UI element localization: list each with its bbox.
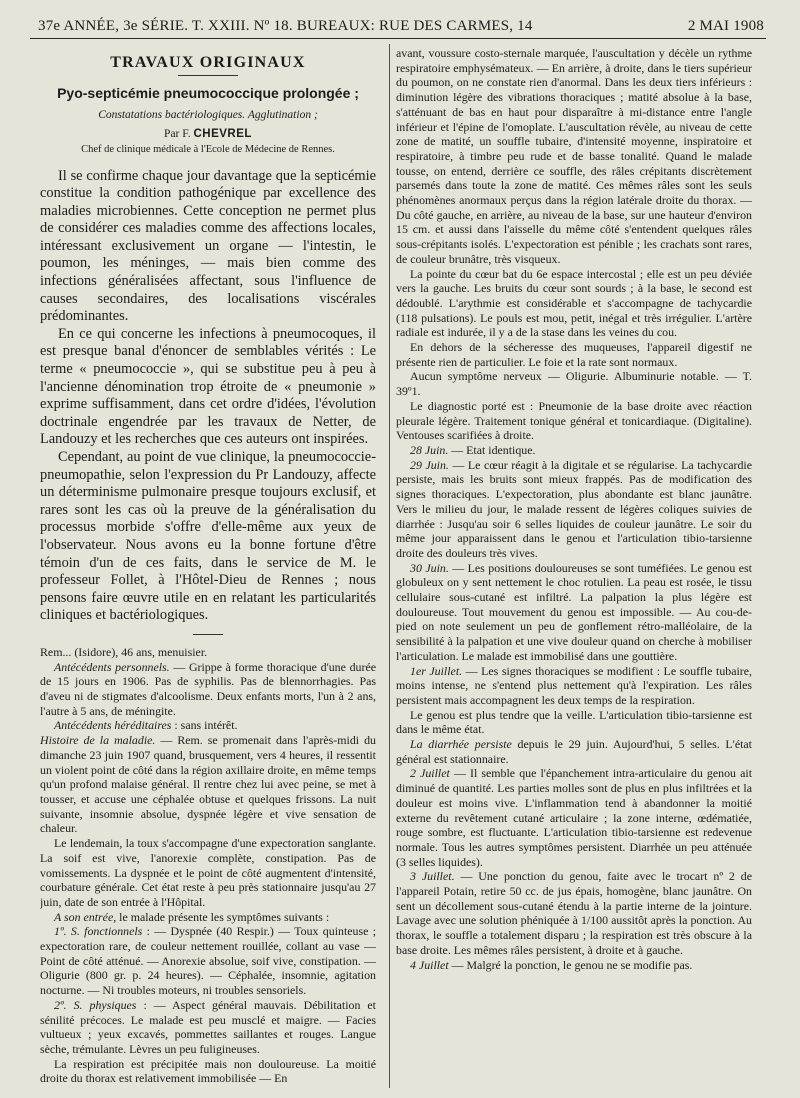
obs-paragraph: La pointe du cœur bat du 6e espace intercostal ; elle est un peu déviée vers la gauche. Les bruits du cœur sont sourds ; à la base, le second est dédoublé. L'arythmie est considérable et s'accompagne de tachycardie (118 pulsations). Le pouls est mou, petit, inégal et très irrégulier. L'artère radiale est indurée, il y a de la stase dans les veines du cou. [396,266,752,340]
obs-paragraph: 28 Juin. — Etat identique. [410,442,536,457]
author-affiliation: Chef de clinique médicale à l'Ecole de Médecine de Rennes. [81,143,335,155]
obs-paragraph: Antécédents héréditaires : sans intérêt. [54,718,238,733]
obs-paragraph: 1º. S. fonctionnels : — Dyspnée (40 Respir.) — Toux quinteuse ; expectoration rare, de couleur nettement rouillée, collant au vase — Point de côté atténué. — Anorexie absolue, soif vive, constipation. — Oligurie (800 gr. p. 24 heures). — Céphalée, insomnie, agitation nocturne. — Ni troubles moteurs, ni troubles sensoriels. [40,924,376,998]
running-header [30,8,766,39]
left-column [40,44,376,1090]
obs-paragraph: La respiration est précipitée mais non douloureuse. La moitié droite du thorax est relativement immobilisée — En [40,1056,376,1086]
obs-paragraph: 3 Juillet. — Une ponction du genou, faite avec le trocart nº 2 de l'appareil Potain, retire 50 cc. de jus épais, homogène, blanc jaunâtre. On sent un décollement sous-cutané étendu à la partie interne de la jointure. Lavage avec une solution phéniquée à 1/100 aussitôt après la ponction. Au thorax, le souffle a totalement disparu ; la respiration est très obscure à la base droite. Les mêmes râles persistent, à droite et à gauche. [396,869,752,957]
article-title: Pyo-septicémie pneumococcique prolongée ; [57,84,359,101]
obs-paragraph: Le lendemain, la toux s'accompagne d'une expectoration sanglante. La soif est vive, l'anorexie complète, constipation. Pas de vomissements. La dyspnée et le point de côté augmentent d'intensité, courbature générale. Cet état reste à peu près stationnaire jusqu'au 27 juin, date de son entrée à l'Hôpital. [40,836,376,909]
separator-rule [193,634,223,635]
article-subtitle: Constatations bactériologiques. Agglutination ; [98,109,318,122]
author-prefix: Par F. [164,128,194,141]
obs-paragraph: Rem... (Isidore), 46 ans, menuisier. [40,644,208,659]
obs-paragraph: En dehors de la sécheresse des muqueuses, l'appareil digestif ne présente rien de particulier. Le foie et la rate sont normaux. [396,340,752,369]
obs-paragraph: 2º. S. physiques : — Aspect général mauvais. Débilitation et sénilité précoces. Le malade est peu musclé et maigre. — Facies vultueux ; yeux excavés, pommettes saillantes et rouges. Langue sèche, trémulante. Lèvres un peu fuligineuses. [40,997,376,1056]
obs-paragraph: Le diagnostic porté est : Pneumonie de la base droite avec réaction pleurale légère. Traitement tonique général et tonicardiaque. (Digitaline). Ventouses scarifiées à droite. [396,398,752,443]
intro-paragraph: En ce qui concerne les infections à pneumocoques, il est presque banal d'énoncer de semblables vérités : Le terme « pneumococcie », qui se substitue peu à peu à l'ancienne dénomination trop étroite de « pneumonie » exprime suffisamment, dans cet ordre d'idées, l'évolution doctrinale engendrée par les travaux de Netter, de Landouzy et les recherches que ces auteurs ont inspirées. [40,325,376,448]
right-column [396,46,752,1092]
obs-paragraph: Antécédents personnels. — Grippe à forme thoracique d'une durée de 15 jours en 1906. Pas de syphilis. Pas de blennorrhagies. Pas d'aveu ni de stigmates d'alcoolisme. Deux enfants morts, l'un à 2 ans, l'autre à 5 ans, de méningite. [40,659,376,718]
obs-paragraph: 30 Juin. — Les positions douloureuses se sont tuméfiées. Le genou est globuleux on y sent nettement le choc rotulien. La peau est rosée, le tissu cellulaire sous-cutané est infiltré. La palpation la plus légère est douloureuse. Tout mouvement du genou est impossible. — Au cou-de-pied on note seulement un peu de gonflement rétro-malléolaire, de la sensibilité à la palpation et une vive douleur quand on cherche à mobiliser l'articulation. Le malade est immobilisé dans une gouttière. [396,560,752,663]
observation-left [40,645,376,1086]
obs-paragraph: 29 Juin. — Le cœur réagit à la digitale et se régularise. La tachycardie persiste, mais les bruits sont mieux frappés. Pas de modification des signes thoraciques. L'expectoration, plus abondante est blanc jaunâtre. Vers le milieu du jour, le malade ressent de légères coliques suivies de diarrhée : Jusqu'au soir 6 selles liquides de couleur jaunâtre. Le soir du même jour apparaissent dans le genou et l'articulation tibio-tarsienne droite des douleurs très vives. [396,457,752,560]
header-issue-info: 37e ANNÉE, 3e SÉRIE. T. XXIII. Nº 18. BUREAUX: RUE DES CARMES, 14 [38,18,533,34]
article-author [40,127,376,142]
obs-paragraph: Le genou est plus tendre que la veille. L'articulation tibio-tarsienne est dans le même état. [396,707,752,737]
obs-paragraph: 2 Juillet — Il semble que l'épanchement intra-articulaire du genou ait diminué de quantité. Les parties molles sont de plus en plus infiltrées et la douleur est moins vive. L'inflammation tend à abandonner la moitié externe du revêtement cutané articulaire ; la zone interne, œdématiée, rouge sombre, est fluctuante. L'articulation tibio-tarsienne est redevenue normale. Tous les autres symptômes persistent. Diarrhée un peu atténuée (3 selles liquides). [396,766,752,869]
section-title: TRAVAUX ORIGINAUX [110,54,306,71]
obs-paragraph: avant, voussure costo-sternale marquée, l'auscultation y décèle un rythme respiratoire emphysémateux. — En arrière, à droite, dans le tiers supérieur du poumon, on ne constate rien d'anormal. Dans les deux tiers inférieurs : diminution légère des vibrations thoraciques ; matité absolue à la base, s'atténuant de bas en haut pour disparaître à mi-distance entre l'angle inférieur et l'épine de l'omoplate. L'auscultation révèle, au niveau de cette zone de matité, un souffle tubaire, d'intensité moyenne, inspiratoire et respiratoire, à timbre peu rude et de basse tonalité. Quand le malade tousse, on entend, derrière ce souffle, des râles crépitants discrètement parsemés dans toute la zone de matité. Ces mêmes râles sont les seuls phénomènes anormaux perçus dans la région latérale droite du thorax. — Du côté gauche, en arrière, au niveau de la base, sur une hauteur d'environ 15 cm. et aussi dans l'aisselle du même côté s'entendent quelques râles sous-crépitants isolés. L'expectoration est pénible ; les crachats sont rares, de couleur brunâtre, très visqueux. [396,46,752,266]
obs-paragraph: 1er Juillet. — Les signes thoraciques se modifient : Le souffle tubaire, moins intense, ne s'entend plus nettement qu'à l'expiration. Les râles persistent mais accompagnent les deux temps de la respiration. [396,663,752,707]
intro-text [40,168,376,625]
intro-paragraph: Il se confirme chaque jour davantage que la septicémie constitue la condition pathogénique par excellence des maladies microbiennes. Cette conception ne permet plus de considérer ces maladies comme des affections locales, intéressant exclusivement un organe — l'intestin, le poumon, les méninges, — mais bien comme des infections généralisées affectant, sous l'influence de causes secondaires, des localisations viscérales prédominantes. [40,167,376,325]
header-date: 2 MAI 1908 [687,18,764,34]
intro-paragraph: Cependant, au point de vue clinique, la pneumococcie-pneumopathie, selon l'expression du Pr Landouzy, affecte un déterminisme pulmonaire presque toujours exclusif, et rares sont les cas où la preuve de la généralisation du processus morbide s'offre d'elle-même aux yeux de l'observateur. Nous avons eu la bonne fortune d'être témoin d'un de ces faits, dans le service de M. le professeur Follet, à l'Hôtel-Dieu de Rennes ; nous pensons faire œuvre utile en en relatant les particularités cliniques et bactériologiques. [40,449,376,624]
author-name: CHEVREL [193,128,252,141]
obs-paragraph: 4 Juillet — Malgré la ponction, le genou ne se modifie pas. [410,957,693,972]
title-rule [178,75,238,76]
obs-paragraph: Histoire de la maladie. — Rem. se promenait dans l'après-midi du dimanche 23 juin 1907 quand, brusquement, vers 4 heures, il ressentit un violent point de côté dans la région axillaire droite, en même temps qu'un profond malaise général. Il rentre chez lui avec peine, se met à tousser, et accuse une céphalée obtuse et quelques frissons. La nuit suivante, insomnie absolue, dyspnée légère et vive sensation de chaleur. [40,733,376,836]
column-divider [389,44,390,1088]
obs-paragraph: La diarrhée persiste depuis le 29 juin. Aujourd'hui, 5 selles. L'état général est stationnaire. [396,737,752,766]
obs-paragraph: Aucun symptôme nerveux — Oligurie. Albuminurie notable. — T. 39º1. [396,369,752,399]
obs-paragraph: A son entrée, le malade présente les symptômes suivants : [54,909,330,924]
